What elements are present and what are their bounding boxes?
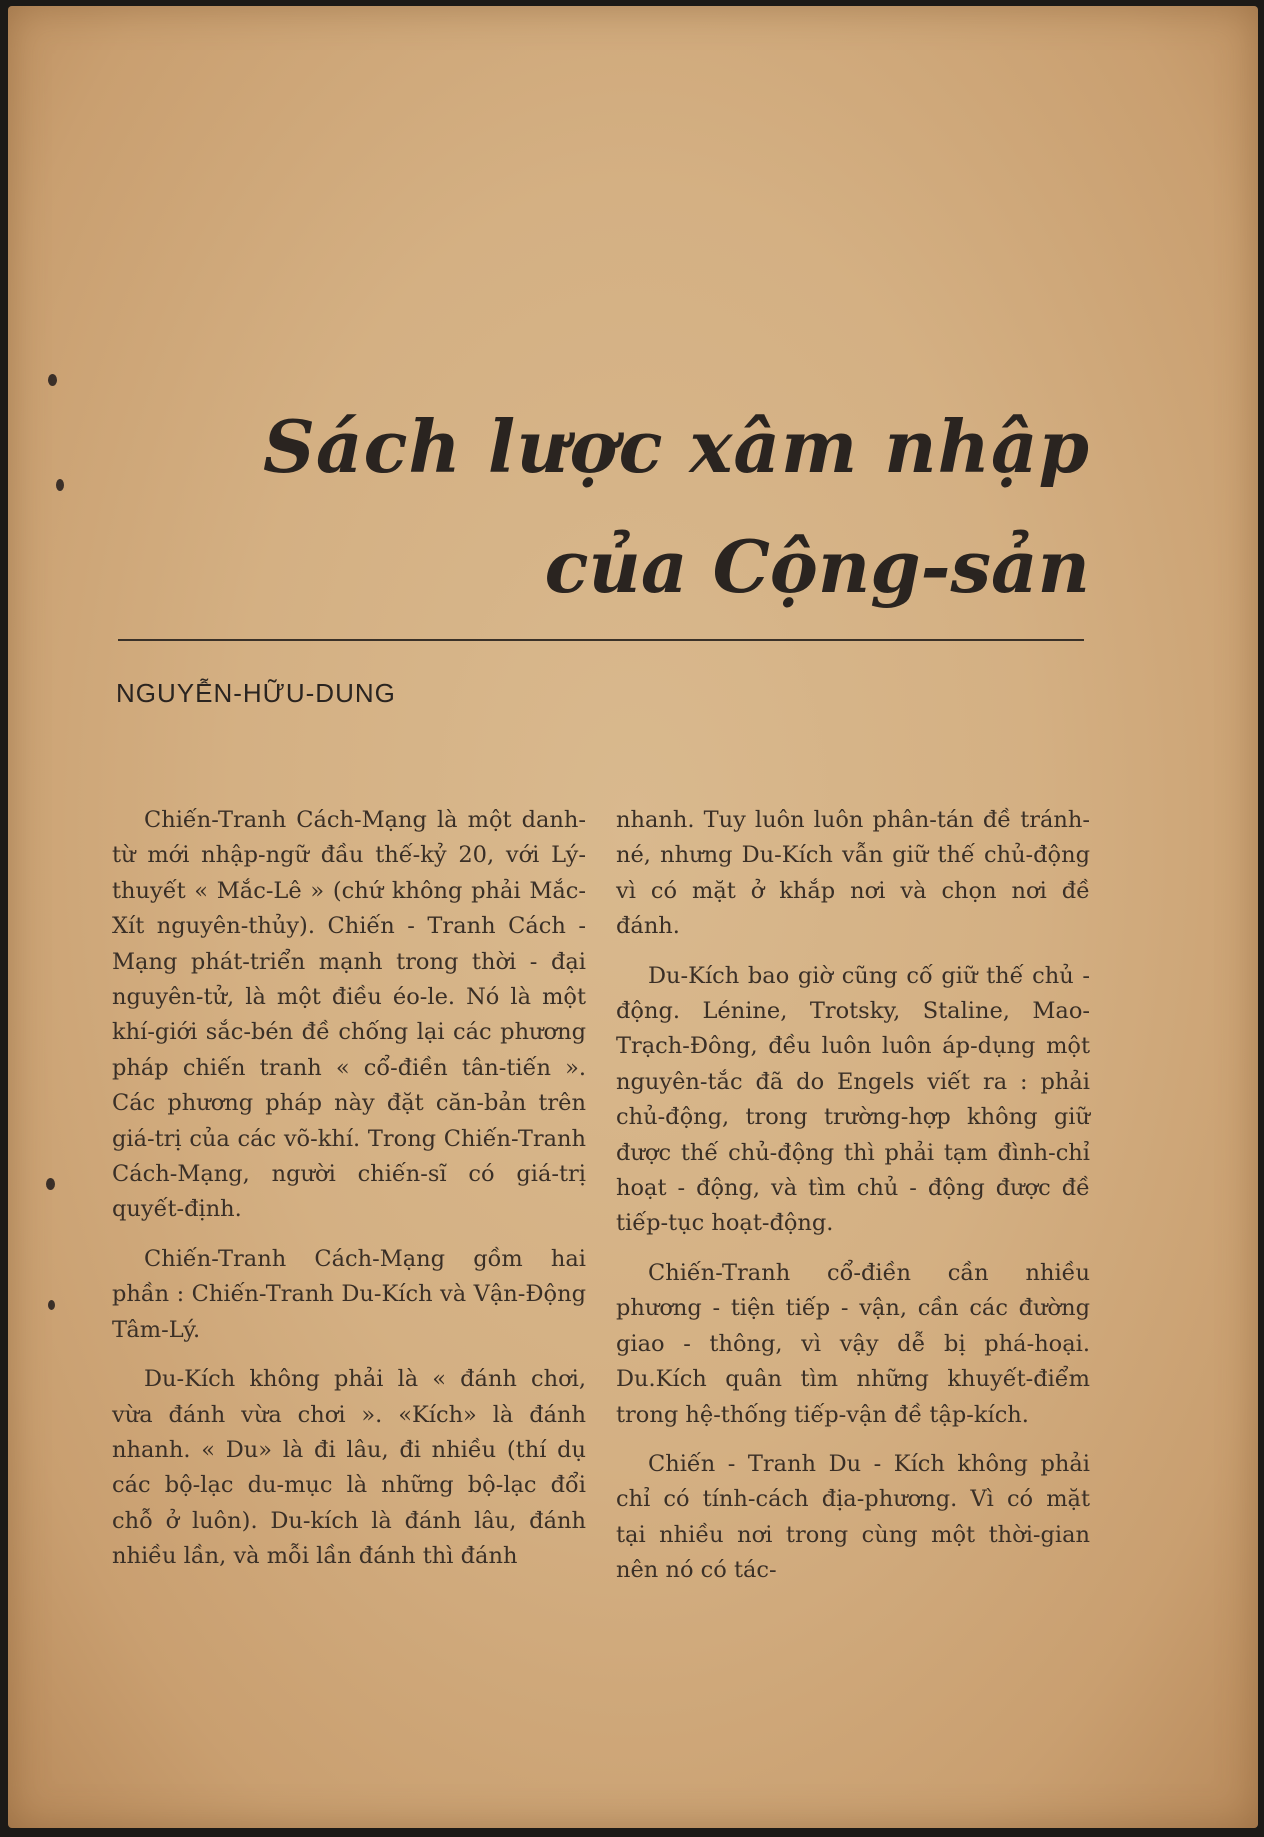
ink-speck [48, 374, 57, 386]
article-title-line-2: của Cộng-sản [544, 524, 1090, 609]
ink-speck [46, 1178, 55, 1190]
paragraph: Chiến - Tranh Du - Kích không phải chỉ có tính-cách địa-phương. Vì có mặt tại nhiều nơi trong cùng một thời-gian nên nó có tác- [616, 1450, 1090, 1584]
paragraph: Du-Kích không phải là « đánh chơi, vừa đánh vừa chơi ». «Kích» là đánh nhanh. « Du» là đi lâu, đi nhiều (thí dụ các bộ-lạc du-mục là những bộ-lạc đổi chỗ ở luôn). Du-kích là đánh lâu, đánh nhiều lần, và mỗi lần đánh thì đánh [112, 1366, 586, 1570]
paragraph-continued: nhanh. Tuy luôn luôn phân-tán đề tránh-né, nhưng Du-Kích vẫn giữ thế chủ-động vì có mặt ở khắp nơi và chọn nơi đề đánh. [616, 807, 1090, 940]
title-divider [118, 639, 1084, 641]
page [8, 6, 1258, 1828]
article-title-line-1: Sách lược xâm nhập [262, 404, 1090, 489]
paragraph: Chiến-Tranh Cách-Mạng gồm hai phần : Chiến-Tranh Du-Kích và Vận-Động Tâm-Lý. [112, 1245, 586, 1343]
author-name: NGUYỄN-HỮU-DUNG [116, 678, 396, 708]
paragraph: Chiến-Tranh Cách-Mạng là một danh-từ mới nhập-ngữ đầu thế-kỷ 20, với Lý-thuyết « Mắc-Lê » (chứ không phải Mắc-Xít nguyên-thủy). Chiến - Tranh Cách - Mạng phát-triển mạnh trong thời - đại nguyên-tử, là một điều éo-le. Nó là một khí-giới sắc-bén đề chống lại các phương pháp chiến tranh « cổ-điền tân-tiến ». Các phương pháp này đặt căn-bản trên giá-trị của các võ-khí. Trong Chiến-Tranh Cách-Mạng, người chiến-sĩ có giá-trị quyết-định. [112, 807, 586, 1223]
ink-speck [48, 1300, 55, 1310]
paragraph: Chiến-Tranh cổ-điền cần nhiều phương - tiện tiếp - vận, cần các đường giao - thông, vì vậy dễ bị phá-hoại. Du.Kích quân tìm những khuyết-điểm trong hệ-thống tiếp-vận đề tập-kích. [616, 1259, 1090, 1428]
ink-speck [56, 479, 64, 491]
text-column-left [112, 803, 586, 1589]
text-column-right [616, 803, 1090, 1603]
paragraph: Du-Kích bao giờ cũng cố giữ thế chủ - động. Lénine, Trotsky, Staline, Mao-Trạch-Đông, đều luôn luôn áp-dụng một nguyên-tắc đã do Engels viết ra : phải chủ-động, trong trường-hợp không giữ được thế chủ-động thì phải tạm đình-chỉ hoạt - động, và tìm chủ - động được đề tiếp-tục hoạt-động. [616, 962, 1090, 1237]
